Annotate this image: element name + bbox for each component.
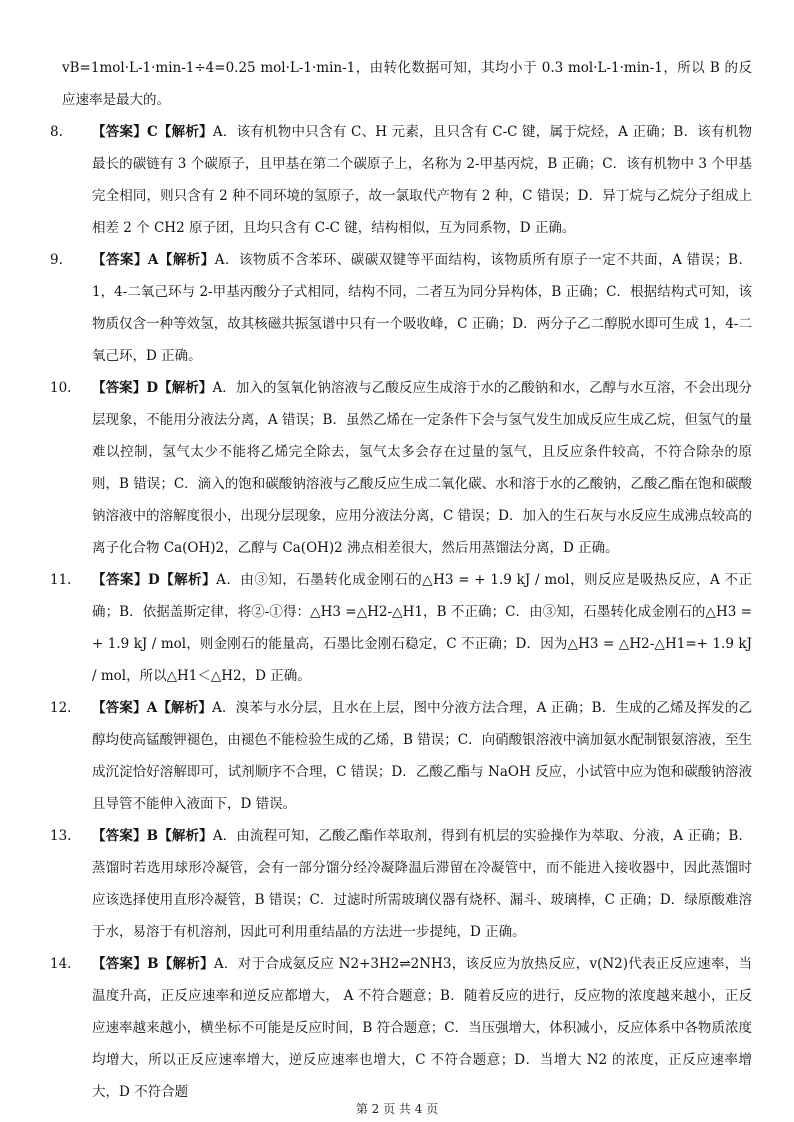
answer-content [50,52,753,1108]
answer-tag: 【答案】A【解析】 [92,700,213,716]
item-number: 8. [50,124,63,140]
item-number: 13. [50,828,72,844]
answer-item [50,116,753,244]
answer-list [50,116,753,1108]
answer-item [50,820,752,948]
answer-tag: 【答案】C【解析】 [92,124,213,140]
answer-item [50,372,752,564]
explanation-text: A．对于合成氨反应 N2+3H2⇌2NH3，该反应为放热反应，v(N2)代表正反应速率，当温度升高，正反应速率和逆反应都增大， A 不符合题意；B．随着反应的进行，反应物的浓度越来越小，正反应速率越来越小，横坐标不可能是反应时间，B 符合题意；C．当压强增大，体积减小，反应体系中各物质浓度均增大，所以正反应速率增大，逆反应速率也增大，C 不符合题意；D．当增大 N2 的浓度，正反应速率增大，D 不符合题 [92,956,752,1100]
page-footer: 第 2 页 共 4 页 [355,1102,439,1116]
explanation-text: A．该物质不含苯环、碳碳双键等平面结构，该物质所有原子一定不共面，A 错误；B．1，4-二氧己环与 2-甲基丙酸分子式相同，结构不同，二者互为同分异构体，B 正确；C．根据结构式可知，该物质仅含一种等效氢，故其核磁共振氢谱中只有一个吸收峰，C 正确；D．两分子乙二醇脱水即可生成 1，4-二氧己环，D 正确。 [92,252,752,364]
item-number: 9. [50,252,63,268]
answer-tag: 【答案】D【解析】 [92,572,217,588]
item-number: 11. [50,572,72,588]
item-number: 14. [50,956,72,972]
answer-item [50,692,752,820]
explanation-text: A．加入的氢氧化钠溶液与乙酸反应生成溶于水的乙酸钠和水，乙醇与水互溶，不会出现分层现象，不能用分液法分离，A 错误；B．虽然乙烯在一定条件下会与氢气发生加成反应生成乙烷，但氢气的量难以控制，氢气太少不能将乙烯完全除去，氢气太多会存在过量的氢气，且反应条件较高，不符合除杂的原则，B 错误；C．滴入的饱和碳酸钠溶液与乙酸反应生成二氧化碳、水和溶于水的乙酸钠，乙酸乙酯在饱和碳酸钠溶液中的溶解度很小，出现分层现象，应用分液法分离，C 错误；D．加入的生石灰与水反应生成沸点较高的离子化合物 Ca(OH)2，乙醇与 Ca(OH)2 沸点相差很大，然后用蒸馏法分离，D 正确。 [92,380,752,556]
explanation-text: A．由③知，石墨转化成金刚石的△H3 = + 1.9 kJ / mol，则反应是吸热反应，A 不正确；B．依据盖斯定律，将②-①得：△H3 =△H2-△H1，B 不正确；C．由③知，石墨转化成金刚石的△H3 = + 1.9 kJ / mol，则金刚石的能量高，石墨比金刚石稳定，C 不正确；D．因为△H3 = △H2-△H1=+ 1.9 kJ / mol，所以△H1＜△H2，D 正确。 [92,572,752,684]
item-number: 10. [50,380,72,396]
intro-paragraph: vB=1mol·L-1·min-1÷4=0.25 mol·L-1·min-1，由转化数据可知，其均小于 0.3 mol·L-1·min-1，所以 B 的反应速率是最大的。 [62,60,752,108]
explanation-text: A．该有机物中只含有 C、H 元素，且只含有 C-C 键，属于烷烃，A 正确；B．该有机物最长的碳链有 3 个碳原子，且甲基在第二个碳原子上，名称为 2-甲基丙烷，B 正确；C．该有机物中 3 个甲基完全相同，则只含有 2 种不同环境的氢原子，故一氯取代产物有 2 种，C 错误；D．异丁烷与乙烷分子组成上相差 2 个 CH2 原子团，且均只含有 C-C 键，结构相似，互为同系物，D 正确。 [92,124,753,236]
explanation-text: A．由流程可知，乙酸乙酯作萃取剂，得到有机层的实验操作为萃取、分液，A 正确；B．蒸馏时若选用球形冷凝管，会有一部分馏分经冷凝降温后滞留在冷凝管中，而不能进入接收器中，因此蒸馏时应该选择使用直形冷凝管，B 错误；C．过滤时所需玻璃仪器有烧杯、漏斗、玻璃棒，C 正确；D．绿原酸难溶于水，易溶于有机溶剂，因此可利用重结晶的方法进一步提纯，D 正确。 [92,828,752,940]
answer-item [50,564,752,692]
answer-item [50,948,752,1108]
answer-tag: 【答案】A【解析】 [92,252,215,268]
explanation-text: A．溴苯与水分层，且水在上层，图中分液方法合理，A 正确；B．生成的乙烯及挥发的乙醇均使高锰酸钾褪色，由褪色不能检验生成的乙烯，B 错误；C．向硝酸银溶液中滴加氨水配制银氨溶液，至生成沉淀恰好溶解即可，试剂顺序不合理，C 错误；D．乙酸乙酯与 NaOH 反应，小试管中应为饱和碳酸钠溶液且导管不能伸入液面下，D 错误。 [92,700,752,812]
answer-tag: 【答案】D【解析】 [92,380,213,396]
answer-tag: 【答案】B【解析】 [92,828,213,844]
item-number: 12. [50,700,72,716]
answer-item [50,244,752,372]
answer-tag: 【答案】B【解析】 [92,956,214,972]
